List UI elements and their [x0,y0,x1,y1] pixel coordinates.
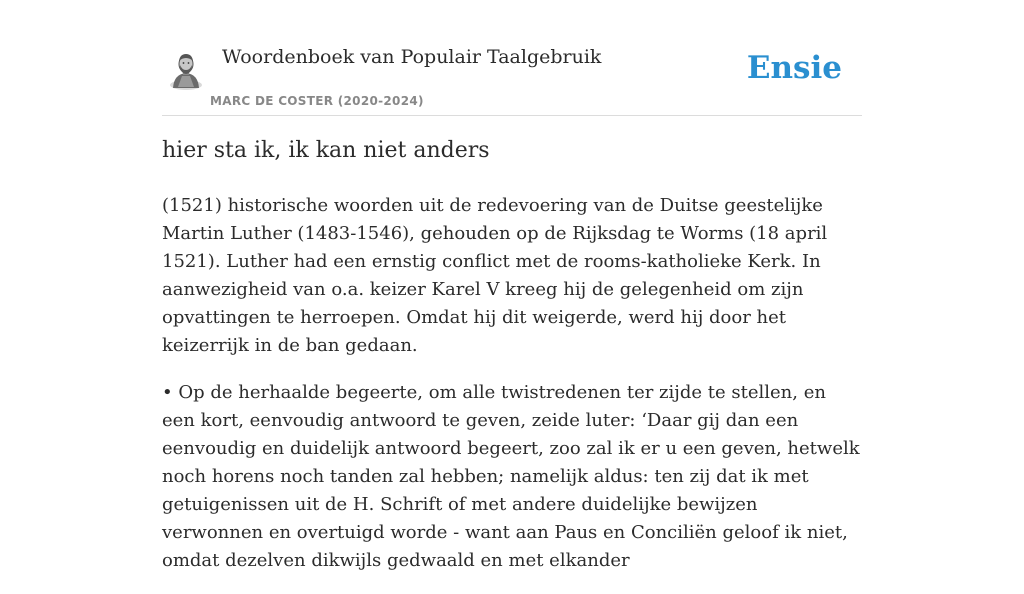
brand-logo[interactable]: Ensie [746,50,842,86]
entry-quote: • Op de herhaalde begeerte, om alle twistredenen ter zijde te stellen, en een kort, eenvoudig antwoord te geven, zeide luter: ‘Daar gij dan een eenvoudig en duidelijk antwoord begeert, zoo zal ik er u een geven, hetwelk noch horens noch tanden zal hebben; namelijk aldus: ten zij dat ik met getuigenissen uit de H. Schrift of met andere duidelijke bewijzen verwonnen en overtuigd worde - want aan Paus en Conciliën geloof ik niet, omdat dezelven dikwijls gedwaald en met elkander [162,382,860,571]
dictionary-title[interactable]: Woordenboek van Populair Taalgebruik [222,46,602,68]
dictionary-author: MARC DE COSTER (2020-2024) [210,94,424,108]
dictionary-header [162,40,862,116]
entry-body [162,192,862,594]
author-portrait-icon [168,50,204,90]
entry-definition: (1521) historische woorden uit de redevoering van de Duitse geestelijke Martin Luther (1483-1546), gehouden op de Rijksdag te Worms (18 april 1521). Luther had een ernstig conflict met de rooms-katholieke Kerk. In aanwezigheid van o.a. keizer Karel V kreeg hij de gelegenheid om zijn opvattingen te herroepen. Omdat hij dit weigerde, werd hij door het keizerrijk in de ban gedaan. [162,195,828,356]
entry-title: hier sta ik, ik kan niet anders [162,138,490,163]
